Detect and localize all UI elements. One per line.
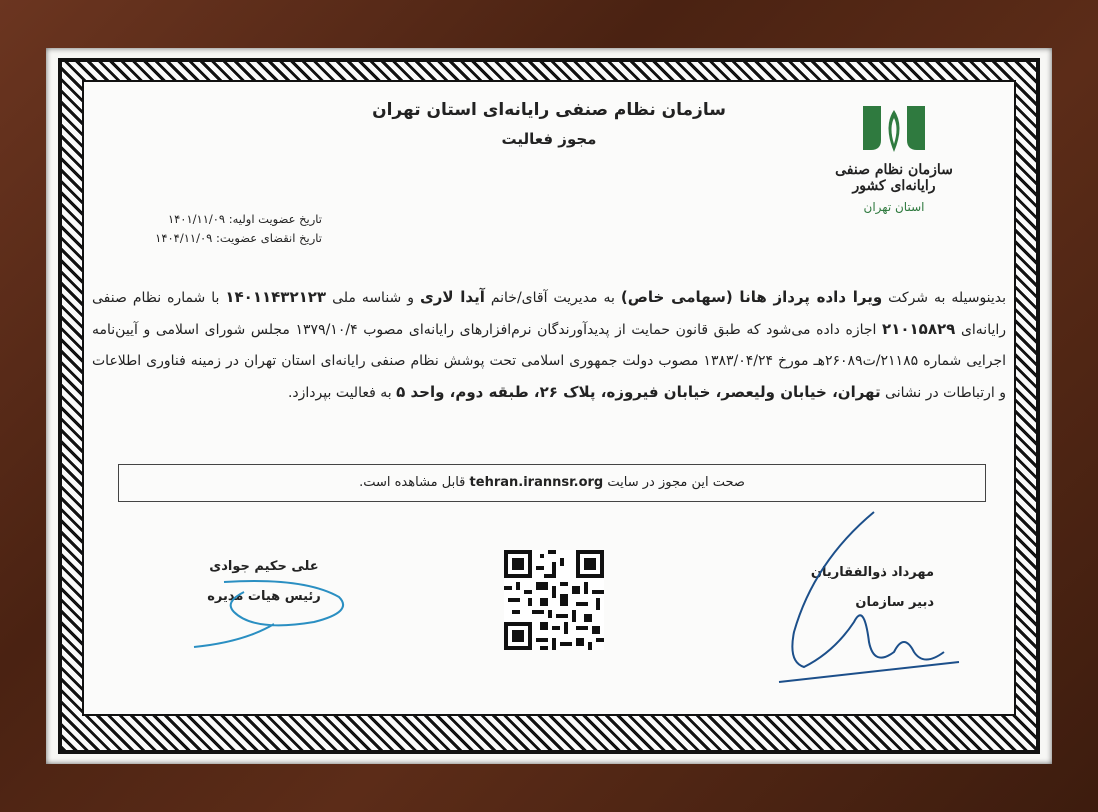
company-name: ویرا داده پرداز هانا (سهامی خاص) (620, 288, 883, 306)
body-text-4: با شماره نظام صنفی رایانه‌ای (92, 290, 1006, 338)
body-text-3: و شناسه ملی (332, 290, 415, 306)
body-text-6: به فعالیت بپردازد. (287, 385, 392, 401)
chairman-name: علی حکیم جوادی (209, 559, 319, 574)
logo-mark-icon (859, 100, 929, 156)
qr-code-icon (504, 550, 604, 650)
secretary-name: مهرداد ذوالفقاریان (810, 565, 934, 580)
organization-logo (834, 100, 954, 214)
manager-name: آیدا لاری (419, 288, 485, 306)
membership-number: ۲۱۰۱۵۸۲۹ (882, 320, 956, 338)
secretary-signature-icon (774, 502, 974, 692)
certificate-sheet (82, 80, 1016, 716)
expiry-date-value: ۱۴۰۴/۱۱/۰۹ (155, 231, 213, 245)
logo-province: استان تهران (863, 200, 925, 214)
national-id: ۱۴۰۱۱۴۳۲۱۲۳ (225, 288, 327, 306)
body-text-2: به مدیریت آقای/خانم (490, 290, 615, 306)
verification-site-link[interactable]: tehran.irannsr.org (469, 475, 604, 490)
expiry-date-label: تاریخ انقضای عضویت: (215, 231, 322, 245)
body-text-5: اجازه داده می‌شود که طبق قانون حمایت از پدیدآورندگان نرم‌افزارهای رایانه‌ای مصوب ۱۳۷۹/۱۰/۴ مجلس شورای اسلامی و آیین‌نامه اجرایی شماره ۲۱۱۸۵/ت۲۶۰۸۹هـ مورخ ۱۳۸۳/۰۴/۲۴ مصوب دولت جمهوری اسلامی تحت پوشش نظام صنفی رایانه‌ای استان تهران در زمینه فناوری اطلاعات و ارتباطات در نشانی (92, 322, 1006, 401)
issuer-title: سازمان نظام صنفی رایانه‌ای استان تهران (372, 100, 726, 120)
membership-dates (92, 210, 322, 248)
chairman-signature-icon (154, 562, 354, 662)
document-title: مجوز فعالیت (501, 130, 597, 148)
certificate-body (92, 282, 1006, 409)
body-text-1: بدینوسیله به شرکت (888, 290, 1007, 306)
verification-prefix: صحت این مجوز در سایت (607, 475, 745, 490)
business-address: تهران، خیابان ولیعصر، خیابان فیروزه، پلاک ۲۶، طبقه دوم، واحد ۵ (396, 383, 881, 401)
chairman-role: رئیس هیات مدیره (207, 589, 321, 604)
logo-org-name: سازمان نظام صنفی رایانه‌ای کشور (835, 162, 953, 194)
initial-date-value: ۱۴۰۱/۱۱/۰۹ (167, 212, 226, 226)
secretary-role: دبیر سازمان (855, 595, 934, 610)
verification-box (118, 464, 986, 502)
initial-date-label: تاریخ عضویت اولیه: (228, 212, 322, 226)
verification-suffix: قابل مشاهده است. (359, 475, 466, 490)
